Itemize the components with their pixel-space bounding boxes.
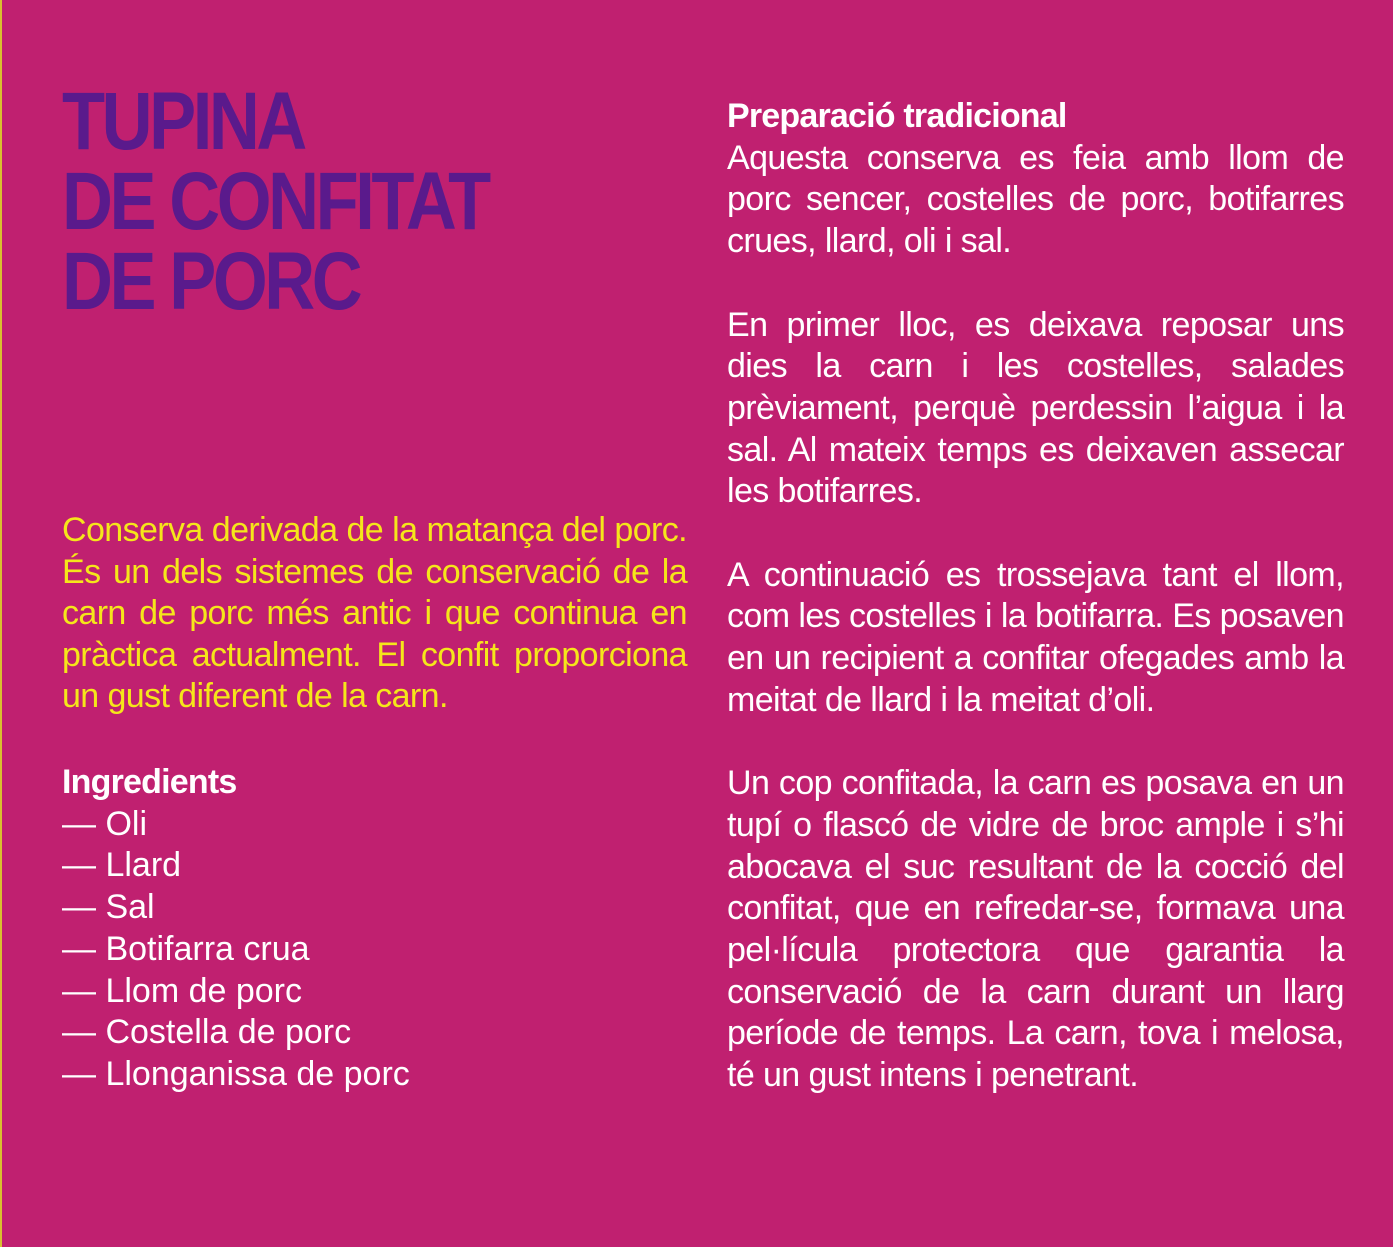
ingredients-list <box>62 804 410 1096</box>
intro-text: Conserva derivada de la matança del porc. És un dels sistemes de conservació de la carn de porc més antic i que continua en pràctica actualment. El confit proporciona un gust diferent de la carn. <box>62 511 687 715</box>
title-line-3: DE PORC <box>62 236 360 327</box>
ingredient-item: — Oli <box>62 804 147 843</box>
ingredient-item: — Llom de porc <box>62 971 302 1010</box>
preparation-heading: Preparació tradicional <box>727 97 1067 135</box>
ingredient-item: — Llonganissa de porc <box>62 1054 410 1093</box>
preparation-paragraph: Un cop confitada, la carn es posava en un tupí o flascó de vidre de broc ample i s’hi abocava el suc resultant de la cocció del confitat, que en refredar-se, formava una pel·lícula protectora que garantia la conservació de la carn durant un llarg període de temps. La carn, tova i melosa, té un gust intens i penetrant. <box>727 764 1344 1095</box>
preparation-paragraph: En primer lloc, es deixava reposar uns dies la carn i les costelles, salades prèviament, perquè perdessin l’aigua i la sal. Al mateix temps es deixaven assecar les botifarres. <box>727 305 1344 511</box>
title-line-1: TUPINA <box>62 76 304 167</box>
preparation-paragraph: A continuació es trossejava tant el llom, com les costelles i la botifarra. Es posaven en un recipient a confitar ofegades amb la meitat de llard i la meitat d’oli. <box>727 555 1344 719</box>
ingredient-item: — Sal <box>62 888 155 927</box>
ingredient-item: — Botifarra crua <box>62 929 310 968</box>
preparation-paragraph: Aquesta conserva es feia amb llom de porc sencer, costelles de porc, botifarres crues, llard, oli i sal. <box>727 138 1344 261</box>
recipe-title <box>62 76 544 327</box>
ingredient-item: — Costella de porc <box>62 1013 352 1052</box>
ingredient-item: — Llard <box>62 846 182 885</box>
ingredients-section <box>62 762 410 1096</box>
title-line-2: DE CONFITAT <box>62 156 488 247</box>
preparation-section <box>727 96 1344 1139</box>
ingredients-heading: Ingredients <box>62 763 237 801</box>
